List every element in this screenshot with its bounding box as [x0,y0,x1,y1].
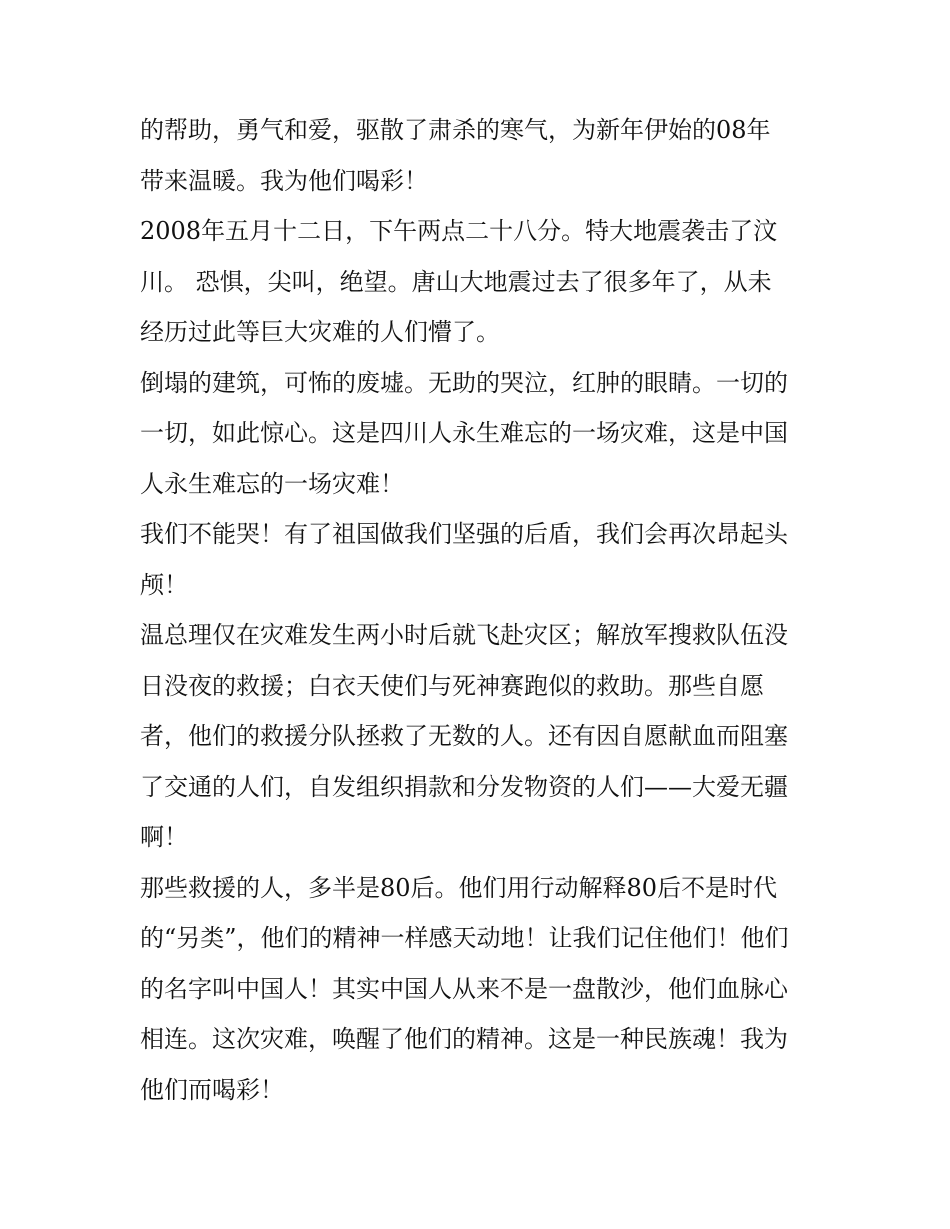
text-line: 经历过此等巨大灾难的人们懵了。 [140,318,500,346]
text-line: 颅！ [140,570,188,599]
text-line: 川。 恐惧，尖叫，绝望。唐山大地震过去了很多年了，从未 [140,267,772,296]
text-line: 者，他们的救援分队拯救了无数的人。还有因自愿献血而阻塞 [140,722,788,750]
text-line: 日没夜的救援；白衣天使们与死神赛跑似的救助。那些自愿 [140,671,764,700]
text-line: 倒塌的建筑，可怖的废墟。无助的哭泣，红肿的眼睛。一切的 [140,368,788,397]
text-line: 那些救援的人，多半是80后。他们用行动解释80后不是时代 [140,873,778,902]
text-line: 我们不能哭！有了祖国做我们坚强的后盾，我们会再次昂起头 [140,520,788,548]
text-line: 一切，如此惊心。这是四川人永生难忘的一场灾难，这是中国 [140,419,788,447]
text-line: 了交通的人们，自发组织捐款和分发物资的人们——大爱无疆 [140,772,788,801]
text-line: 的帮助，勇气和爱，驱散了肃杀的寒气，为新年伊始的08年 [140,116,771,144]
text-line: 温总理仅在灾难发生两小时后就飞赴灾区；解放军搜救队伍没 [140,621,788,649]
text-line: 的“另类”，他们的精神一样感天动地！让我们记住他们！他们 [140,924,789,952]
text-line: 2008年五月十二日，下午两点二十八分。特大地震袭击了汶 [140,217,778,245]
text-line: 人永生难忘的一场灾难！ [140,469,404,498]
text-line: 他们而喝彩！ [140,1075,284,1104]
text-line: 啊！ [140,823,188,851]
text-line: 带来温暖。我为他们喝彩！ [140,166,428,195]
text-line: 相连。这次灾难，唤醒了他们的精神。这是一种民族魂！我为 [140,1025,788,1053]
text-line: 的名字叫中国人！其实中国人从来不是一盘散沙，他们血脉心 [140,974,788,1003]
document-body-text [140,105,820,1115]
